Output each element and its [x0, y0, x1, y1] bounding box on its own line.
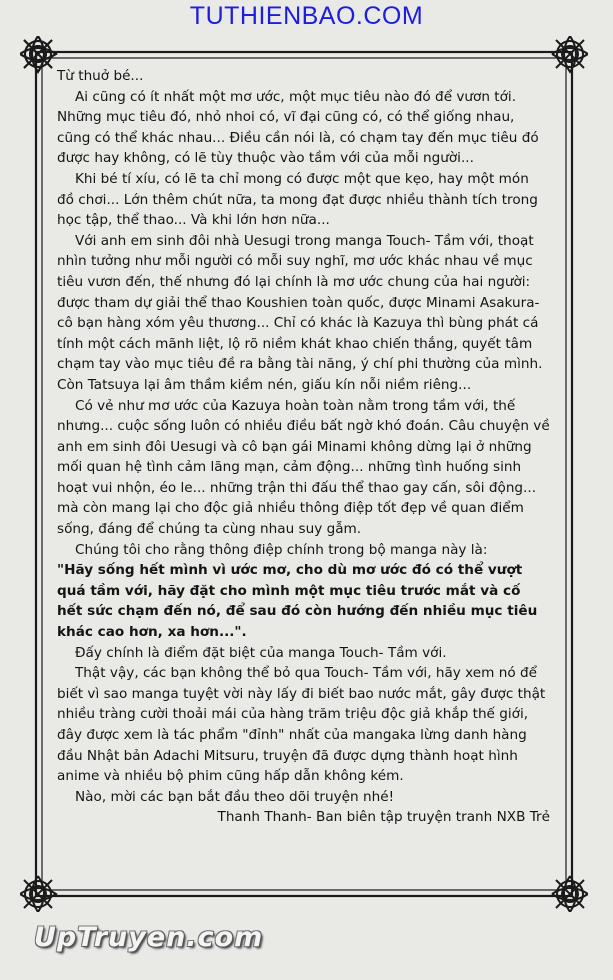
article-body: [57, 66, 550, 828]
paragraph-special-point: Đấy chính là điểm đặt biệt của manga Touch- Tầm với.: [75, 644, 447, 661]
paragraph-recommendation: Thật vậy, các bạn không thể bỏ qua Touch- Tầm với, hãy xem nó để biết vì sao manga tuyệt vời này lấy đi biết bao nước mắt, gây được thật nhiều tràng cười thoải mái của hàng trăm triệu độc giả khắp thế giới, đây được xem là tác phẩm "đỉnh" nhất của mangaka lừng danh hàng đầu Nhật bản Adachi Mitsuru, truyện đã được dựng thành hoạt hình anime và nhiều bộ phim cũng hấp dẫn không kém.: [57, 665, 546, 785]
signature: Thanh Thanh- Ban biên tập truyện tranh NXB Trẻ: [217, 809, 550, 826]
paragraph-dreams: Ai cũng có ít nhất một mơ ước, một mục tiêu nào đó để vươn tới. Những mục tiêu đó, nhỏ nhoi có, vĩ đại cũng có, có thể giống nhau, cũng có thể khác nhau... Điều cần nói là, có chạm tay đến mục tiêu đó được hay không, có lẽ tùy thuộc vào tầm với của mỗi người...: [57, 88, 539, 167]
paragraph-intro: Từ thuở bé...: [57, 68, 144, 84]
paragraph-message-quote: "Hãy sống hết mình vì ước mơ, cho dù mơ ước đó có thể vượt quá tầm với, hãy đặt cho mình một mục tiêu trước mắt và cố hết sức chạm đến nó, để sau đó còn hướng đến nhiều mục tiêu khác cao hơn, xa hơn...".: [57, 562, 538, 641]
paragraph-uesugi-twins: Với anh em sinh đôi nhà Uesugi trong manga Touch- Tầm với, thoạt nhìn tưởng như mỗi người có mỗi suy nghĩ, mơ ước khác nhau về mục tiêu vươn đến, thế nhưng đó lại chính là mơ ước chung của hai người: được tham dự giải thể thao Koushien toàn quốc, được Minami Asakura- cô bạn hàng xóm yêu thương... Chỉ có khác là Kazuya thì bùng phát cá tính một cách mãnh liệt, lộ rõ niềm khát khao chiến thắng, quyết tâm chạm tay vào mục tiêu đề ra bằng tài năng, ý chí phi thường của mình. Còn Tatsuya lại âm thầm kiềm nén, giấu kín nỗi niềm riêng...: [57, 232, 543, 393]
paragraph-message-intro: Chúng tôi cho rằng thông điệp chính trong bộ manga này là:: [75, 541, 488, 558]
watermark-logo: UpTruyen.com: [34, 922, 264, 953]
paragraph-kazuya: Có vẻ như mơ ước của Kazuya hoàn toàn nằm trong tầm với, thế nhưng... cuộc sống luôn có nhiều điều bất ngờ khó đoán. Câu chuyện về anh em sinh đôi Uesugi và cô bạn gái Minami không dừng lại ở những mối quan hệ tình cảm lãng mạn, cảm động... những tình huống sinh hoạt vui nhộn, éo le... những trận thi đấu thể thao gay cấn, sôi động... mà còn mang lại cho độc giả nhiều thông điệp tốt đẹp về quan điểm sống, đáng để chúng ta cùng nhau suy gẫm.: [57, 397, 550, 538]
paragraph-childhood: Khi bé tí xíu, có lẽ ta chỉ mong có được một que kẹo, hay một món đồ chơi... Lớn thêm chút nữa, ta mong đạt được nhiều thành tích trong học tập, thể thao... Và khi lớn hơn nữa...: [57, 170, 538, 229]
paragraph-invitation: Nào, mời các bạn bắt đầu theo dõi truyện nhé!: [75, 788, 395, 805]
site-header: TUTHIENBAO.COM: [189, 2, 424, 30]
